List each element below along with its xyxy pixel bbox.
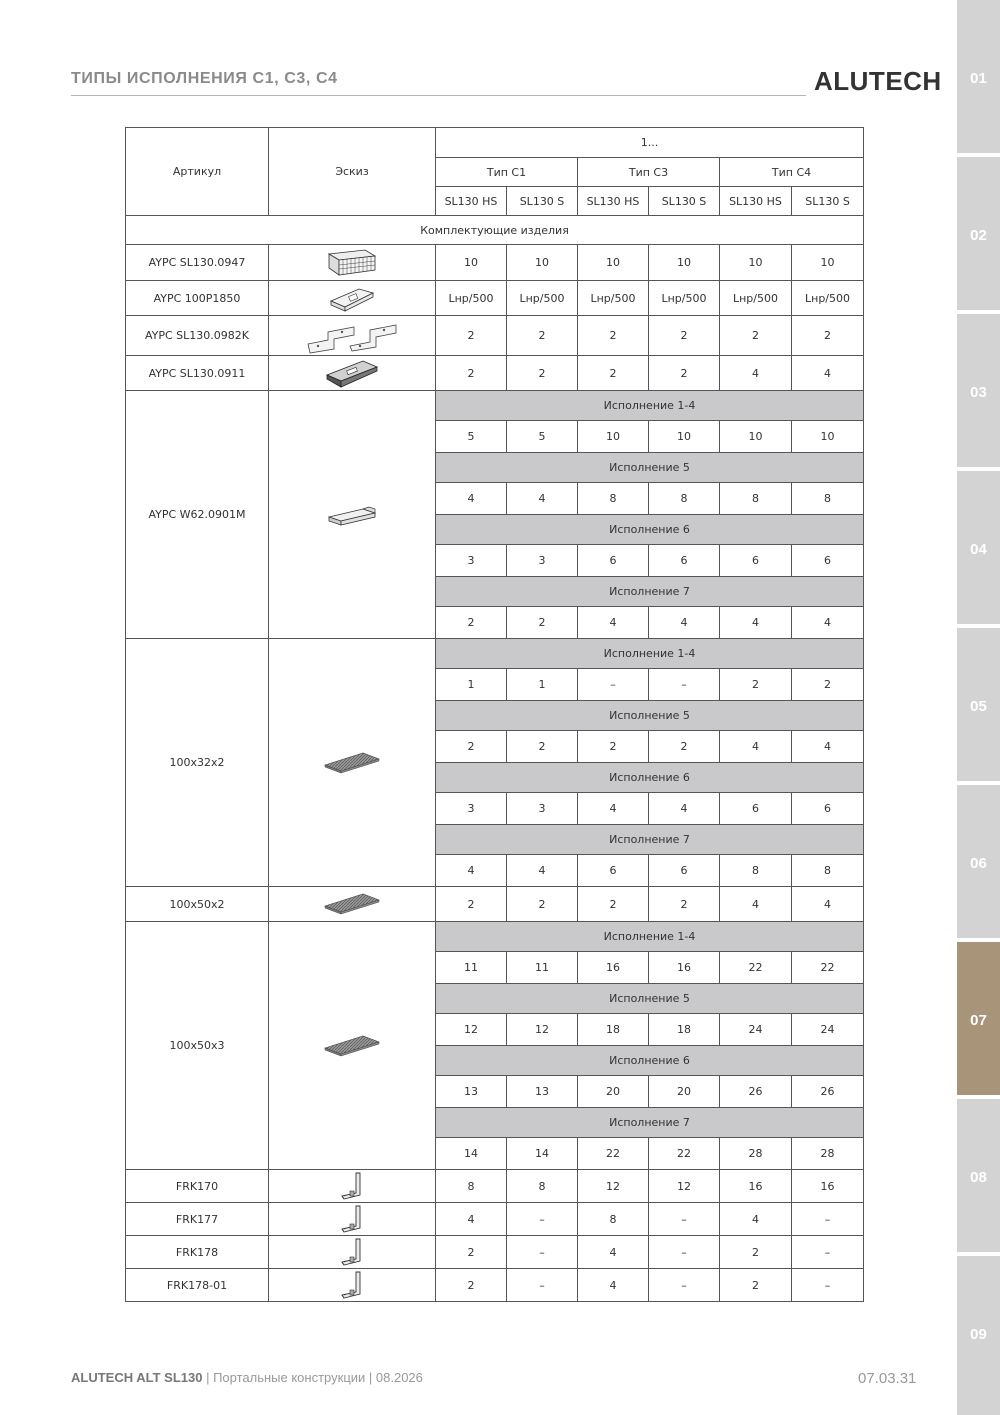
qty-cell: 4 [436, 483, 507, 515]
qty-cell: 6 [649, 855, 720, 887]
qty-cell: 4 [507, 855, 578, 887]
sketch-cell [269, 922, 436, 1170]
spec-table [125, 127, 864, 1302]
article-cell: FRK177 [126, 1203, 269, 1236]
chapter-tab-09[interactable] [957, 1256, 1000, 1415]
table-row [126, 316, 864, 356]
qty-cell: 12 [507, 1014, 578, 1046]
glazing-pad-icon [269, 749, 435, 777]
qty-cell: 18 [649, 1014, 720, 1046]
article-cell: AYPC SL130.0947 [126, 245, 269, 281]
qty-cell: 2 [436, 316, 507, 356]
qty-cell: 10 [792, 421, 864, 453]
col-header-type: Тип С4 [720, 158, 864, 187]
qty-cell: 20 [649, 1076, 720, 1108]
chapter-tab-label: 05 [970, 698, 987, 715]
qty-cell: 4 [649, 793, 720, 825]
qty-cell: 4 [792, 887, 864, 922]
glazing-pad-icon [269, 890, 435, 918]
qty-cell: 11 [436, 952, 507, 984]
qty-cell: 2 [720, 1269, 792, 1302]
qty-cell: 6 [720, 793, 792, 825]
ventilation-grille-icon [269, 248, 435, 278]
qty-cell: 4 [578, 1236, 649, 1269]
qty-cell: – [507, 1236, 578, 1269]
qty-cell: 6 [792, 545, 864, 577]
qty-cell: Lнр/500 [792, 281, 864, 316]
header-divider [71, 95, 806, 96]
qty-cell: 10 [649, 421, 720, 453]
table-row [126, 216, 864, 245]
qty-cell: 2 [649, 356, 720, 391]
qty-cell: 26 [792, 1076, 864, 1108]
qty-cell: – [649, 1269, 720, 1302]
table-row [126, 922, 864, 952]
sketch-cell [269, 1170, 436, 1203]
qty-cell: 10 [578, 421, 649, 453]
variant-band: Исполнение 1-4 [436, 391, 864, 421]
table-row [126, 281, 864, 316]
qty-cell: 8 [649, 483, 720, 515]
qty-cell: 2 [436, 1236, 507, 1269]
qty-cell: 28 [720, 1138, 792, 1170]
qty-cell: 16 [578, 952, 649, 984]
qty-cell: 2 [720, 316, 792, 356]
qty-cell: 8 [720, 483, 792, 515]
sketch-cell [269, 356, 436, 391]
qty-cell: 16 [720, 1170, 792, 1203]
qty-cell: 4 [792, 607, 864, 639]
qty-cell: 6 [792, 793, 864, 825]
footer-brand: ALUTECH ALT SL130 [71, 1370, 203, 1385]
qty-cell: 1 [507, 669, 578, 701]
qty-cell: 2 [578, 356, 649, 391]
qty-cell: – [649, 669, 720, 701]
glazing-pad-icon [269, 1032, 435, 1060]
qty-cell: 22 [578, 1138, 649, 1170]
qty-cell: 2 [578, 731, 649, 763]
qty-cell: – [649, 1203, 720, 1236]
qty-cell: 2 [649, 887, 720, 922]
article-cell: FRK178 [126, 1236, 269, 1269]
qty-cell: 10 [436, 245, 507, 281]
qty-cell: Lнр/500 [649, 281, 720, 316]
qty-cell: 8 [507, 1170, 578, 1203]
qty-cell: Lнр/500 [507, 281, 578, 316]
qty-cell: 5 [507, 421, 578, 453]
qty-cell: 2 [436, 607, 507, 639]
qty-cell: 8 [792, 483, 864, 515]
qty-cell: 2 [436, 356, 507, 391]
corner-bracket-icon [269, 1237, 435, 1267]
variant-band: Исполнение 5 [436, 984, 864, 1014]
variant-band: Исполнение 5 [436, 453, 864, 483]
article-cell: 100x50x2 [126, 887, 269, 922]
col-header-type: Тип С1 [436, 158, 578, 187]
qty-cell: 24 [792, 1014, 864, 1046]
qty-cell: 2 [436, 1269, 507, 1302]
variant-band: Исполнение 1-4 [436, 639, 864, 669]
qty-cell: 4 [792, 356, 864, 391]
variant-band: Исполнение 7 [436, 577, 864, 607]
qty-cell: 2 [649, 316, 720, 356]
chapter-tab-label: 04 [970, 541, 987, 558]
mounting-plate-icon [269, 318, 435, 354]
variant-band: Исполнение 6 [436, 1046, 864, 1076]
chapter-tab-05[interactable] [957, 628, 1000, 781]
qty-cell: 10 [720, 245, 792, 281]
qty-cell: 4 [720, 731, 792, 763]
chapter-tab-label: 07 [970, 1012, 987, 1029]
qty-cell: 2 [507, 731, 578, 763]
qty-cell: 2 [436, 731, 507, 763]
sketch-cell [269, 887, 436, 922]
qty-cell: 6 [578, 855, 649, 887]
qty-cell: 4 [720, 356, 792, 391]
article-cell: AYPC 100P1850 [126, 281, 269, 316]
sketch-cell [269, 1203, 436, 1236]
table-row [126, 887, 864, 922]
qty-cell: 16 [649, 952, 720, 984]
qty-cell: – [792, 1203, 864, 1236]
chapter-tabs [957, 0, 1000, 1415]
qty-cell: 2 [578, 887, 649, 922]
qty-cell: 6 [649, 545, 720, 577]
table-row [126, 391, 864, 421]
qty-cell: 2 [578, 316, 649, 356]
end-cap-icon [269, 501, 435, 529]
article-cell: AYPC SL130.0911 [126, 356, 269, 391]
qty-cell: Lнр/500 [436, 281, 507, 316]
page-title: ТИПЫ ИСПОЛНЕНИЯ С1, С3, С4 [71, 70, 338, 87]
qty-cell: 22 [792, 952, 864, 984]
variant-band: Исполнение 5 [436, 701, 864, 731]
chapter-tab-label: 06 [970, 855, 987, 872]
qty-cell: 4 [720, 1203, 792, 1236]
qty-cell: 4 [792, 731, 864, 763]
qty-cell: 4 [578, 793, 649, 825]
col-header-sketch: Эскиз [269, 128, 436, 216]
chapter-tab-01[interactable] [957, 0, 1000, 153]
chapter-tab-label: 09 [970, 1326, 987, 1343]
qty-cell: 4 [578, 1269, 649, 1302]
variant-band: Исполнение 1-4 [436, 922, 864, 952]
table-row [126, 1236, 864, 1269]
qty-cell: Lнр/500 [720, 281, 792, 316]
col-header-subtype: SL130 HS [578, 187, 649, 216]
variant-band: Исполнение 6 [436, 763, 864, 793]
footer-info [71, 1370, 423, 1385]
chapter-tab-03[interactable] [957, 314, 1000, 467]
qty-cell: 4 [436, 855, 507, 887]
brand-logo: ALUTECH [814, 66, 942, 96]
qty-cell: – [578, 669, 649, 701]
qty-cell: 10 [649, 245, 720, 281]
chapter-tab-label: 03 [970, 384, 987, 401]
qty-cell: 10 [578, 245, 649, 281]
sketch-cell [269, 1269, 436, 1302]
section-header: Комплектующие изделия [126, 216, 864, 245]
qty-cell: – [649, 1236, 720, 1269]
qty-cell: 6 [720, 545, 792, 577]
table-row [126, 128, 864, 158]
footer-text: | Портальные конструкции | 08.2026 [202, 1370, 423, 1385]
chapter-tab-04[interactable] [957, 471, 1000, 624]
col-header-type: Тип С3 [578, 158, 720, 187]
qty-cell: – [792, 1236, 864, 1269]
qty-cell: 22 [649, 1138, 720, 1170]
chapter-tab-label: 02 [970, 227, 987, 244]
article-cell: FRK178-01 [126, 1269, 269, 1302]
qty-cell: 2 [436, 887, 507, 922]
qty-cell: 11 [507, 952, 578, 984]
qty-cell: 3 [507, 793, 578, 825]
qty-cell: 8 [578, 1203, 649, 1236]
variant-band: Исполнение 7 [436, 825, 864, 855]
qty-cell: – [507, 1269, 578, 1302]
qty-cell: 12 [578, 1170, 649, 1203]
article-cell: AYPC W62.0901M [126, 391, 269, 639]
qty-cell: 2 [507, 607, 578, 639]
qty-cell: 2 [507, 316, 578, 356]
qty-cell: 13 [436, 1076, 507, 1108]
qty-cell: 2 [649, 731, 720, 763]
corner-bracket-icon [269, 1171, 435, 1201]
sketch-cell [269, 281, 436, 316]
variant-band: Исполнение 6 [436, 515, 864, 545]
track-end-cap-icon [269, 357, 435, 389]
qty-cell: 13 [507, 1076, 578, 1108]
qty-cell: 8 [578, 483, 649, 515]
qty-cell: Lнр/500 [578, 281, 649, 316]
table-row [126, 1269, 864, 1302]
article-cell: 100x50x3 [126, 922, 269, 1170]
qty-cell: 4 [720, 887, 792, 922]
qty-cell: 2 [720, 1236, 792, 1269]
qty-cell: 10 [792, 245, 864, 281]
qty-cell: 18 [578, 1014, 649, 1046]
table-row [126, 245, 864, 281]
qty-cell: 10 [507, 245, 578, 281]
col-header-group: 1... [436, 128, 864, 158]
col-header-subtype: SL130 S [792, 187, 864, 216]
qty-cell: 4 [436, 1203, 507, 1236]
table-row [126, 639, 864, 669]
qty-cell: 3 [507, 545, 578, 577]
qty-cell: 8 [792, 855, 864, 887]
qty-cell: 2 [720, 669, 792, 701]
qty-cell: 16 [792, 1170, 864, 1203]
article-cell: AYPC SL130.0982K [126, 316, 269, 356]
qty-cell: 4 [507, 483, 578, 515]
qty-cell: – [507, 1203, 578, 1236]
page-number: 07.03.31 [858, 1370, 917, 1387]
qty-cell: 12 [436, 1014, 507, 1046]
qty-cell: 8 [436, 1170, 507, 1203]
chapter-tab-02[interactable] [957, 157, 1000, 310]
qty-cell: 22 [720, 952, 792, 984]
col-header-subtype: SL130 HS [436, 187, 507, 216]
article-cell: 100x32x2 [126, 639, 269, 887]
corner-bracket-icon [269, 1204, 435, 1234]
chapter-tab-06[interactable] [957, 785, 1000, 938]
col-header-subtype: SL130 S [507, 187, 578, 216]
qty-cell: 14 [436, 1138, 507, 1170]
profile-insert-icon [269, 283, 435, 313]
qty-cell: 2 [792, 316, 864, 356]
table-row [126, 1203, 864, 1236]
qty-cell: 20 [578, 1076, 649, 1108]
corner-bracket-icon [269, 1270, 435, 1300]
qty-cell: 4 [649, 607, 720, 639]
col-header-subtype: SL130 HS [720, 187, 792, 216]
table-row [126, 356, 864, 391]
qty-cell: 26 [720, 1076, 792, 1108]
article-cell: FRK170 [126, 1170, 269, 1203]
qty-cell: 14 [507, 1138, 578, 1170]
col-header-article: Артикул [126, 128, 269, 216]
sketch-cell [269, 316, 436, 356]
qty-cell: 4 [720, 607, 792, 639]
col-header-subtype: SL130 S [649, 187, 720, 216]
sketch-cell [269, 391, 436, 639]
qty-cell: 3 [436, 793, 507, 825]
chapter-tab-label: 01 [970, 70, 987, 87]
qty-cell: 2 [507, 356, 578, 391]
table-row [126, 1170, 864, 1203]
qty-cell: 6 [578, 545, 649, 577]
sketch-cell [269, 639, 436, 887]
qty-cell: 12 [649, 1170, 720, 1203]
chapter-tab-07[interactable] [957, 942, 1000, 1095]
sketch-cell [269, 1236, 436, 1269]
qty-cell: 4 [578, 607, 649, 639]
qty-cell: 5 [436, 421, 507, 453]
chapter-tab-label: 08 [970, 1169, 987, 1186]
qty-cell: 2 [507, 887, 578, 922]
qty-cell: 24 [720, 1014, 792, 1046]
qty-cell: 8 [720, 855, 792, 887]
qty-cell: – [792, 1269, 864, 1302]
qty-cell: 1 [436, 669, 507, 701]
qty-cell: 28 [792, 1138, 864, 1170]
chapter-tab-08[interactable] [957, 1099, 1000, 1252]
variant-band: Исполнение 7 [436, 1108, 864, 1138]
sketch-cell [269, 245, 436, 281]
qty-cell: 3 [436, 545, 507, 577]
qty-cell: 2 [792, 669, 864, 701]
qty-cell: 10 [720, 421, 792, 453]
